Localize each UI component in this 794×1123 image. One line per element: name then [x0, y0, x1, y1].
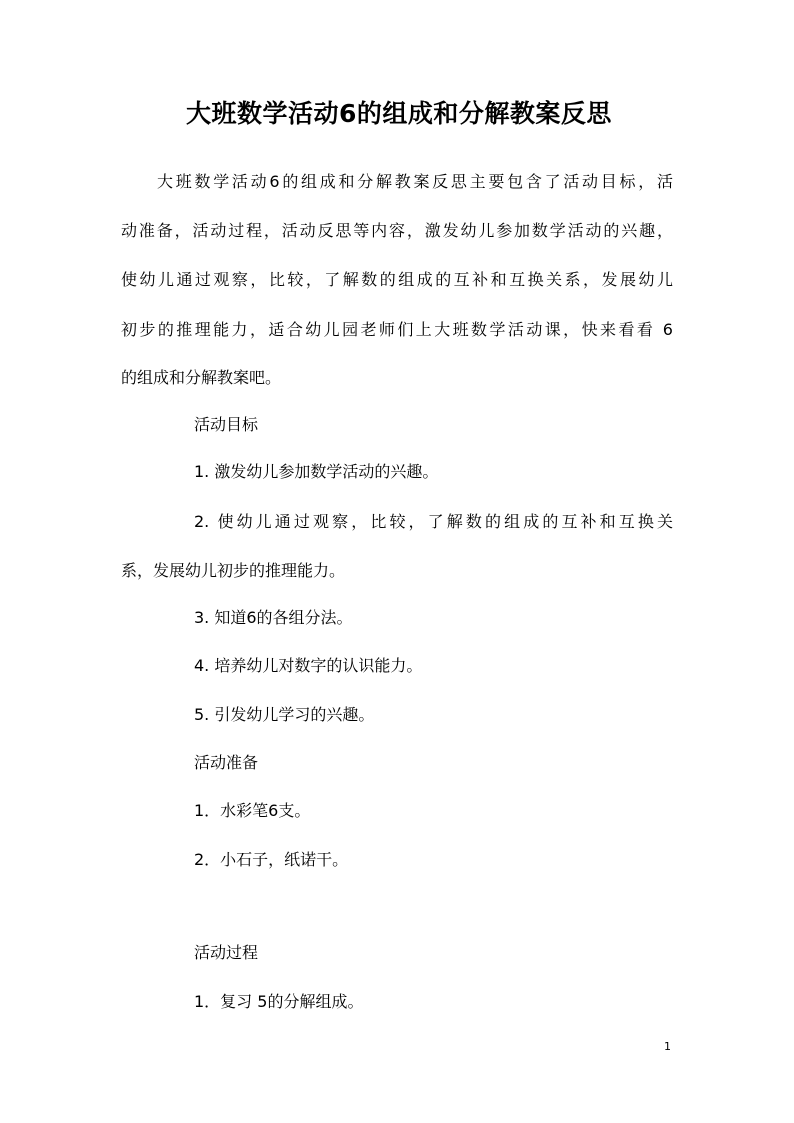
prep-item-2: 2．小石子，纸诺干。 [194, 850, 349, 869]
process-item-1: 1．复习 5的分解组成。 [194, 992, 364, 1011]
goal-item-4: 4. 培养幼儿对数字的认识能力。 [194, 656, 423, 675]
document-title: 大班数学活动6的组成和分解教案反思 [186, 99, 612, 128]
intro-line-2: 动准备，活动过程，活动反思等内容，激发幼儿参加数学活动的兴趣， [121, 221, 673, 240]
goal-item-1: 1. 激发幼儿参加数学活动的兴趣。 [194, 462, 439, 481]
process-heading: 活动过程 [194, 943, 259, 962]
intro-line-5: 的组成和分解教案吧。 [121, 368, 282, 387]
intro-line-4: 初步的推理能力，适合幼儿园老师们上大班数学活动课，快来看看 6 [121, 320, 673, 339]
page-number: 1 [664, 1040, 671, 1053]
goal-item-2-line-1: 2. 使幼儿通过观察，比较，了解数的组成的互补和互换关 [194, 512, 673, 531]
prep-item-1: 1．水彩笔6支。 [194, 801, 311, 820]
intro-line-1: 大班数学活动6的组成和分解教案反思主要包含了活动目标，活 [157, 172, 673, 191]
intro-line-3: 使幼儿通过观察，比较，了解数的组成的互补和互换关系，发展幼儿 [121, 270, 673, 289]
goal-item-2-line-2: 系，发展幼儿初步的推理能力。 [121, 561, 346, 580]
goals-heading: 活动目标 [194, 415, 259, 434]
goal-item-5: 5. 引发幼儿学习的兴趣。 [194, 705, 375, 724]
goal-item-3: 3. 知道6的各组分法。 [194, 608, 353, 627]
prep-heading: 活动准备 [194, 753, 259, 772]
